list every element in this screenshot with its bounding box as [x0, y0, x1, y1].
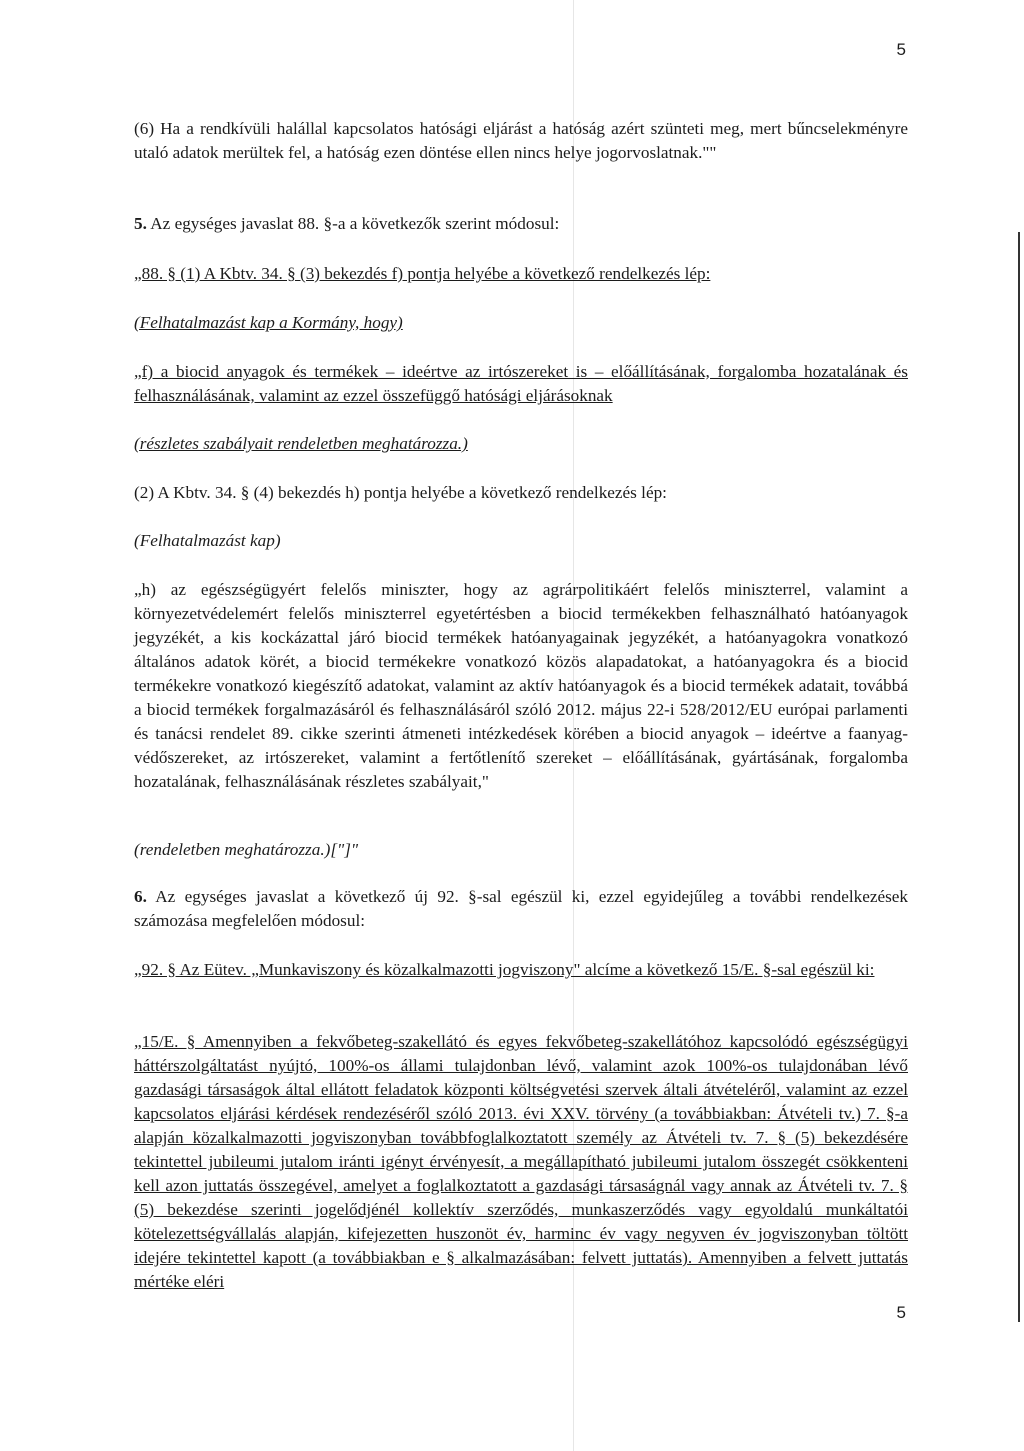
- section-88-point-f: „f) a biocid anyagok és termékek – ideértve az irtószereket is – előállításának, forgalomba hozatalának és felhasználásának, valamint az ezzel összefüggő hatósági eljárásoknak: [134, 362, 908, 405]
- section-15e-paragraph: „15/E. § Amennyiben a fekvőbeteg-szakellátó és egyes fekvőbeteg-szakellátóhoz kapcsolódó egészségügyi háttérszolgáltatást nyújtó, 100%-os állami tulajdonban lévő, valamint azok 100%-os tulajdonában lévő gazdasági társaságok által ellátott feladatok központi költségvetési szervek általi átvételéről, valamint az ezzel kapcsolatos eljárási kérdések rendezéséről szóló 2013. évi XXV. törvény (a továbbiakban: Átvételi tv.) 7. §-a alapján közalkalmazotti jogviszonyban továbbfoglalkoztatott személy az Átvételi tv. 7. § (5) bekezdésére tekintettel jubileumi jutalom iránti igényt érvényesít, a megállapítható jubileumi jutalom összegét csökkenteni kell azon juttatás összegével, amelyet a foglalkoztatott a gazdasági társaságnál vagy annak az Átvételi tv. 7. § (5) bekezdése szerinti jogelődjénél kollektív szerződés, munkaszerződés vagy egyoldalú munkáltatói kötelezettségvállalás alapján, kifejezetten huszonöt év, harminc év vagy negyven év jogviszonyban töltött idejére tekintettel kapott (a továbbiakban e § alkalmazásában: felvett juttatás). Amennyiben a felvett juttatás mértéke eléri: [134, 1032, 908, 1291]
- section-5-text: Az egységes javaslat 88. §-a a következők szerint módosul:: [150, 214, 560, 233]
- subsection-2-line: (2) A Kbtv. 34. § (4) bekezdés h) pontja helyébe a következő rendelkezés lép:: [134, 483, 667, 502]
- paragraph-6: (6) Ha a rendkívüli halállal kapcsolatos hatósági eljárást a hatóság azért szünteti meg, mert bűncselekményre utaló adatok merültek fel, a hatóság ezen döntése ellen nincs helye jogorvoslatnak."": [134, 119, 908, 162]
- section-5-heading: [134, 212, 908, 236]
- page-number-top: 5: [896, 40, 906, 59]
- section-5-number: 5.: [134, 214, 147, 233]
- subsection-2-point-h: „h) az egészségügyért felelős miniszter, hogy az agrárpolitikáért felelős miniszterrel, valamint a környezetvédelemért felelős miniszterrel egyetértésben a biocid termékekben felhasználható hatóanyagok jegyzékét, a kis kockázattal járó biocid termékek hatóanyagainak jegyzékét, a hatóanyagokra vonatkozó általános adatok körét, a biocid termékekre vonatkozó közös alapadatokat, a hatóanyagokra és a biocid termékekre vonatkozó kiegészítő adatokat, valamint az aktív hatóanyagok és a biocid termékek adatait, továbbá a biocid termékek forgalmazásáról és felhasználásáról szóló 2012. május 22-i 528/2012/EU európai parlamenti és tanácsi rendelet 89. cikke szerinti átmeneti intézkedések körében a biocid anyagok – ideértve a faanyag-védőszereket, az irtószereket, valamint a fertőtlenítő szereket – előállításának, gyártásának, forgalomba hozatalának, felhasználásának részletes szabályait,": [134, 580, 908, 791]
- subsection-2-parenthetical: (Felhatalmazást kap): [134, 531, 281, 550]
- scan-page-edge: [1018, 232, 1020, 1322]
- subsection-2-parenthetical-end: (rendeletben meghatározza.)["]": [134, 840, 359, 859]
- section-6-text: Az egységes javaslat a következő új 92. §-sal egészül ki, ezzel egyidejűleg a további rendelkezések számozása megfelelően módosul:: [134, 887, 908, 930]
- section-88-parenthetical: (Felhatalmazást kap a Kormány, hogy): [134, 313, 403, 332]
- section-88-line: „88. § (1) A Kbtv. 34. § (3) bekezdés f) pontja helyébe a következő rendelkezés lép:: [134, 264, 711, 283]
- section-92-line: „92. § Az Eütev. „Munkaviszony és közalkalmazotti jogviszony" alcíme a következő 15/E. §-sal egészül ki:: [134, 960, 875, 979]
- section-6-heading: [134, 885, 908, 933]
- page-number-bottom: 5: [896, 1303, 906, 1322]
- section-88-parenthetical-end: (részletes szabályait rendeletben meghatározza.): [134, 434, 468, 453]
- section-6-number: 6.: [134, 887, 147, 906]
